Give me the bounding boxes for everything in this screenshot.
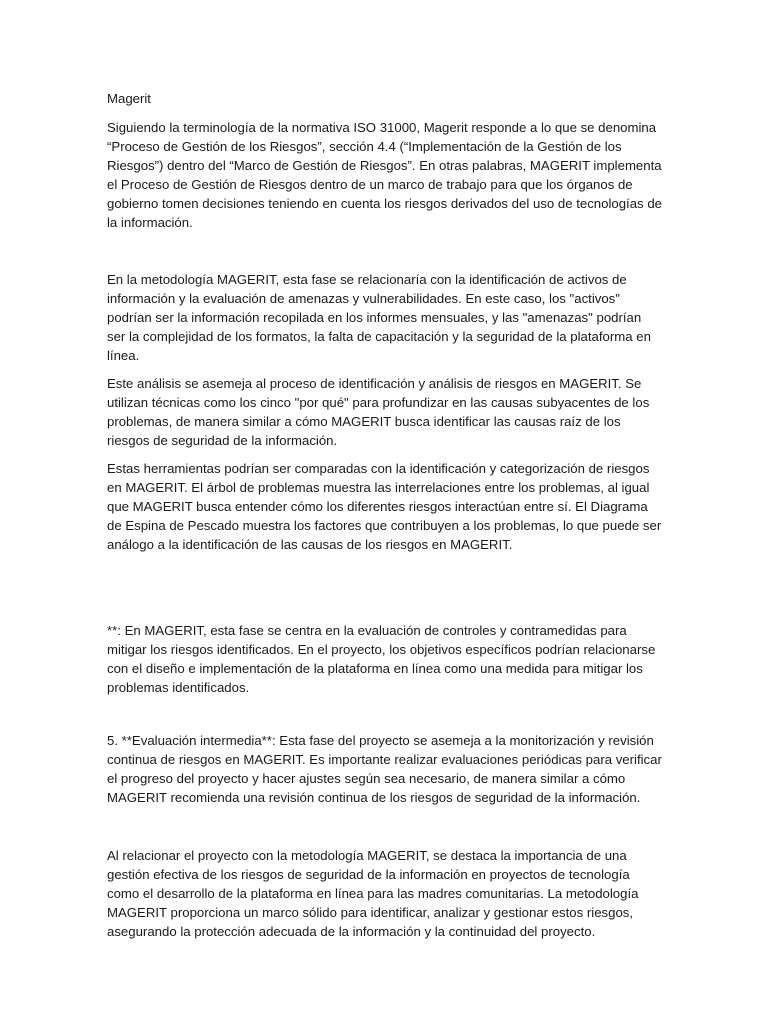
document-body [107, 89, 663, 941]
document-title: Magerit [107, 91, 151, 106]
paragraph-identificacion-activos: En la metodología MAGERIT, esta fase se relacionaría con la identificación de activos de información y la evaluación de amenazas y vulnerabilidades. En este caso, los "activos" podrían ser la información recopilada en los informes mensuales, y las "amenazas" podrían ser la complejidad de los formatos, la falta de capacitación y la seguridad de la plataforma en línea. [107, 272, 651, 363]
paragraph-evaluacion-intermedia: 5. **Evaluación intermedia**: Esta fase del proyecto se asemeja a la monitorización y revisión continua de riesgos en MAGERIT. Es importante realizar evaluaciones periódicas para verificar el progreso del proyecto y hacer ajustes según sea necesario, de manera similar a cómo MAGERIT recomienda una revisión continua de los riesgos de seguridad de la información. [107, 733, 662, 805]
paragraph-conclusion: Al relacionar el proyecto con la metodología MAGERIT, se destaca la importancia de una gestión efectiva de los riesgos de seguridad de la información en proyectos de tecnología como el desarrollo de la plataforma en línea para las madres comunitarias. La metodología MAGERIT proporciona un marco sólido para identificar, analizar y gestionar estos riesgos, asegurando la protección adecuada de la información y la continuidad del proyecto. [107, 848, 639, 939]
paragraph-iso-31000: Siguiendo la terminología de la normativa ISO 31000, Magerit responde a lo que se denomina “Proceso de Gestión de los Riesgos”, sección 4.4 (“Implementación de la Gestión de los Riesgos”) dentro del “Marco de Gestión de Riesgos”. En otras palabras, MAGERIT implementa el Proceso de Gestión de Riesgos dentro de un marco de trabajo para que los órganos de gobierno tomen decisiones teniendo en cuenta los riesgos derivados del uso de tecnologías de la información. [107, 120, 662, 230]
paragraph-controles: **: En MAGERIT, esta fase se centra en la evaluación de controles y contramedidas para mitigar los riesgos identificados. En el proyecto, los objetivos específicos podrían relacionarse con el diseño e implementación de la plataforma en línea como una medida para mitigar los problemas identificados. [107, 623, 656, 695]
paragraph-herramientas: Estas herramientas podrían ser comparadas con la identificación y categorización de riesgos en MAGERIT. El árbol de problemas muestra las interrelaciones entre los problemas, al igual que MAGERIT busca entender cómo los diferentes riesgos interactúan entre sí. El Diagrama de Espina de Pescado muestra los factores que contribuyen a los problemas, lo que puede ser análogo a la identificación de las causas de los riesgos en MAGERIT. [107, 461, 662, 552]
paragraph-analisis-riesgos: Este análisis se asemeja al proceso de identificación y análisis de riesgos en MAGERIT. Se utilizan técnicas como los cinco "por qué" para profundizar en las causas subyacentes de los problemas, de manera similar a cómo MAGERIT busca identificar las causas raíz de los riesgos de seguridad de la información. [107, 376, 650, 448]
